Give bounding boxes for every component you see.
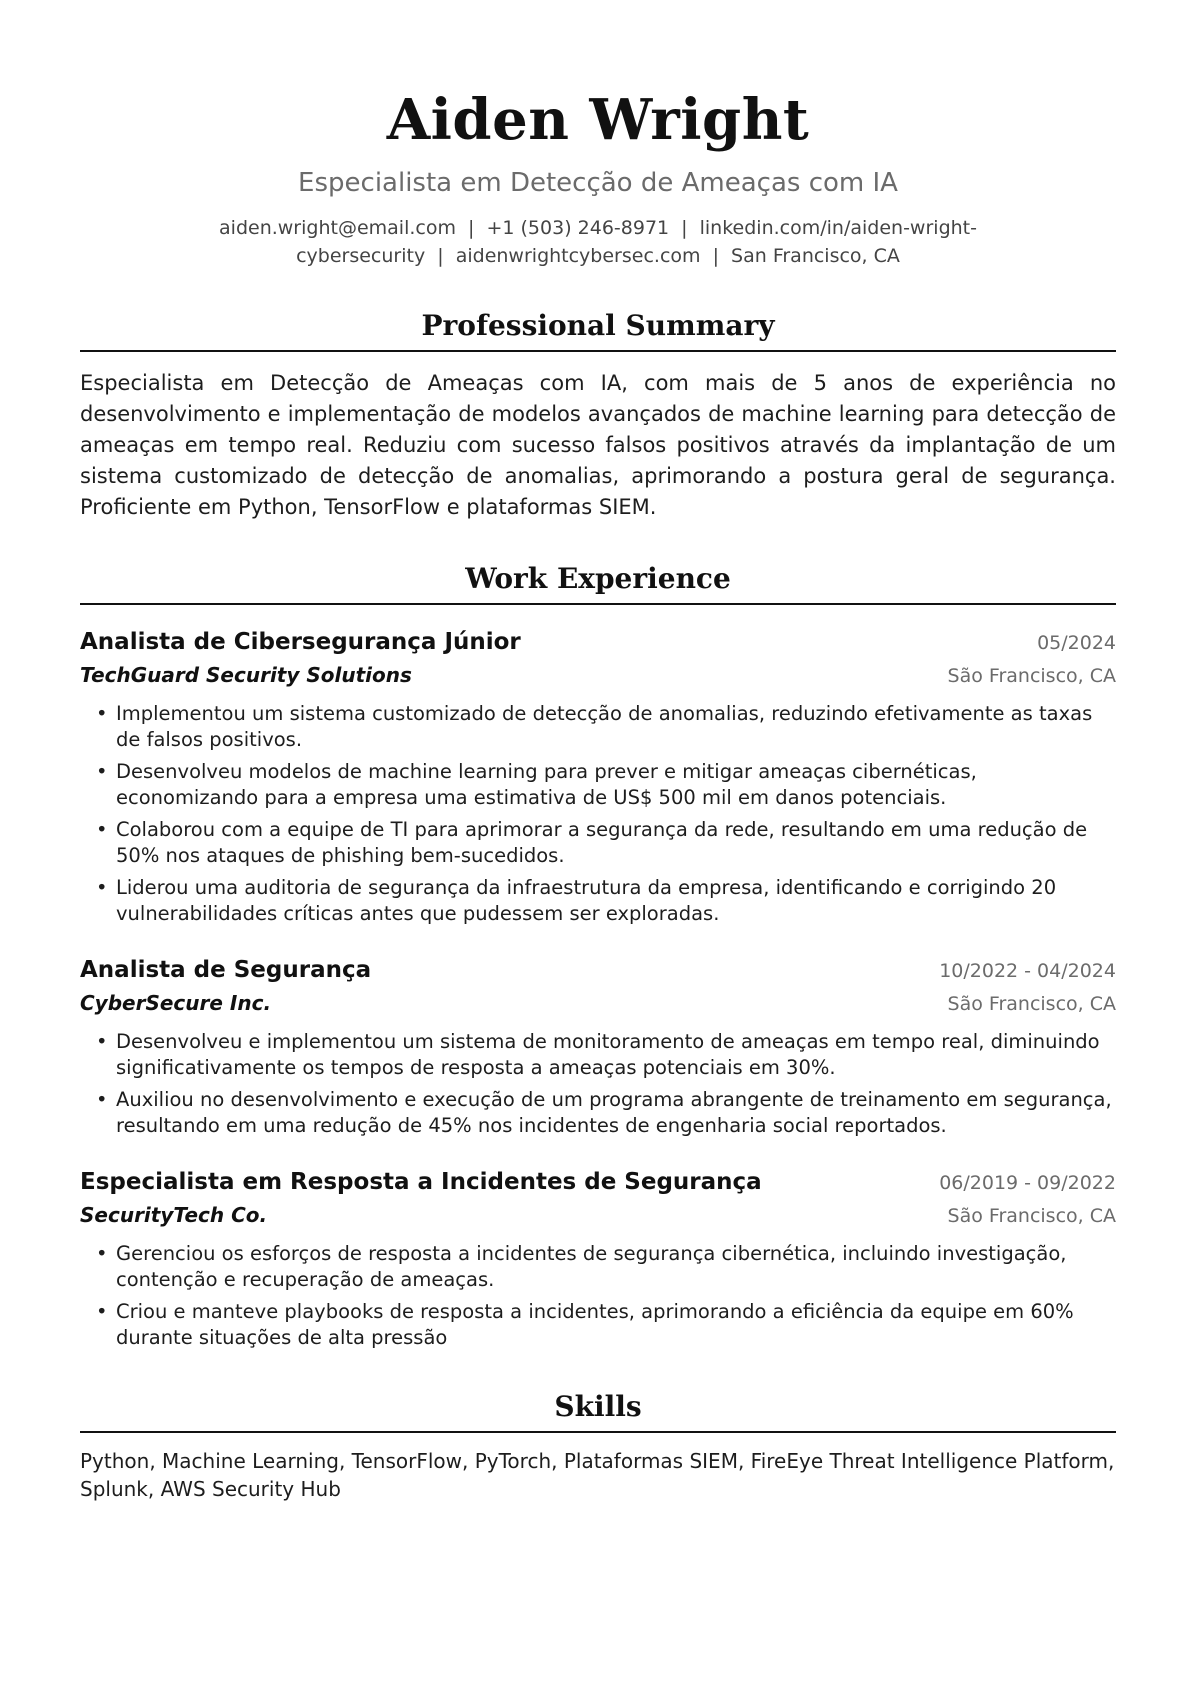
job-bullet: • Liderou uma auditoria de segurança da infraestrutura da empresa, identificando e corrigindo 20 vulnerabilidades críticas antes que pudessem ser exploradas. <box>116 875 1116 927</box>
job-dates: 05/2024 <box>1037 632 1116 654</box>
skills-section <box>80 1389 1116 1503</box>
contact-info <box>80 214 1116 270</box>
job-entry <box>80 625 1116 927</box>
job-subheader <box>80 1199 1116 1231</box>
summary-heading: Professional Summary <box>80 308 1116 352</box>
contact-separator: | <box>468 217 475 239</box>
job-location: São Francisco, CA <box>947 665 1116 687</box>
contact-linkedin[interactable]: linkedin.com/in/aiden-wright-cybersecurity <box>296 217 977 267</box>
candidate-title: Especialista em Detecção de Ameaças com IA <box>298 168 898 198</box>
job-title: Especialista em Resposta a Incidentes de Segurança <box>80 1169 762 1195</box>
contact-phone[interactable]: +1 (503) 246-8971 <box>486 217 670 239</box>
job-bullets <box>80 701 1116 927</box>
contact-separator: | <box>681 217 688 239</box>
job-header <box>80 1165 1116 1199</box>
summary-text: Especialista em Detecção de Ameaças com IA, com mais de 5 anos de experiência no desenvolvimento e implementação de modelos avançados de machine learning para detecção de ameaças em tempo real. Reduziu com sucesso falsos positivos através da implantação de um sistema customizado de detecção de anomalias, aprimorando a postura geral de segurança. Proficiente em Python, TensorFlow e plataformas SIEM. <box>80 371 1116 519</box>
experience-section <box>80 561 1116 1351</box>
contact-location: San Francisco, CA <box>731 245 900 267</box>
job-bullet: • Auxiliou no desenvolvimento e execução de um programa abrangente de treinamento em segurança, resultando em uma redução de 45% nos incidentes de engenharia social reportados. <box>116 1087 1116 1139</box>
job-location: São Francisco, CA <box>947 1205 1116 1227</box>
job-bullets <box>80 1241 1116 1351</box>
contact-separator: | <box>437 245 444 267</box>
candidate-name: Aiden Wright <box>386 87 810 153</box>
skills-heading: Skills <box>80 1389 1116 1433</box>
contact-website[interactable]: aidenwrightcybersec.com <box>455 245 701 267</box>
job-bullets <box>80 1029 1116 1139</box>
experience-heading: Work Experience <box>80 561 1116 605</box>
job-bullet: • Criou e manteve playbooks de resposta a incidentes, aprimorando a eficiência da equipe em 60% durante situações de alta pressão <box>116 1299 1116 1351</box>
job-entry <box>80 953 1116 1139</box>
job-title: Analista de Segurança <box>80 957 372 983</box>
resume-page <box>80 0 1116 1503</box>
job-company: CyberSecure Inc. <box>80 991 272 1015</box>
job-subheader <box>80 987 1116 1019</box>
job-bullet: • Desenvolveu e implementou um sistema de monitoramento de ameaças em tempo real, diminuindo significativamente os tempos de resposta a ameaças potenciais em 30%. <box>116 1029 1116 1081</box>
job-entry <box>80 1165 1116 1351</box>
skills-list: Python, Machine Learning, TensorFlow, PyTorch, Plataformas SIEM, FireEye Threat Intelligence Platform, Splunk, AWS Security Hub <box>80 1449 1115 1501</box>
contact-separator: | <box>712 245 719 267</box>
job-company: SecurityTech Co. <box>80 1203 268 1227</box>
job-dates: 06/2019 - 09/2022 <box>939 1172 1116 1194</box>
contact-email[interactable]: aiden.wright@email.com <box>219 217 456 239</box>
job-dates: 10/2022 - 04/2024 <box>939 960 1116 982</box>
job-subheader <box>80 659 1116 691</box>
job-header <box>80 953 1116 987</box>
job-bullet: • Colaborou com a equipe de TI para aprimorar a segurança da rede, resultando em uma redução de 50% nos ataques de phishing bem-sucedidos. <box>116 817 1116 869</box>
job-bullet: • Implementou um sistema customizado de detecção de anomalias, reduzindo efetivamente as taxas de falsos positivos. <box>116 701 1116 753</box>
job-location: São Francisco, CA <box>947 993 1116 1015</box>
job-company: TechGuard Security Solutions <box>80 663 412 687</box>
summary-section <box>80 308 1116 523</box>
job-title: Analista de Cibersegurança Júnior <box>80 629 521 655</box>
job-bullet: • Desenvolveu modelos de machine learning para prever e mitigar ameaças cibernéticas, economizando para a empresa uma estimativa de US$ 500 mil em danos potenciais. <box>116 759 1116 811</box>
resume-header <box>80 0 1116 270</box>
job-header <box>80 625 1116 659</box>
job-bullet: • Gerenciou os esforços de resposta a incidentes de segurança cibernética, incluindo investigação, contenção e recuperação de ameaças. <box>116 1241 1116 1293</box>
